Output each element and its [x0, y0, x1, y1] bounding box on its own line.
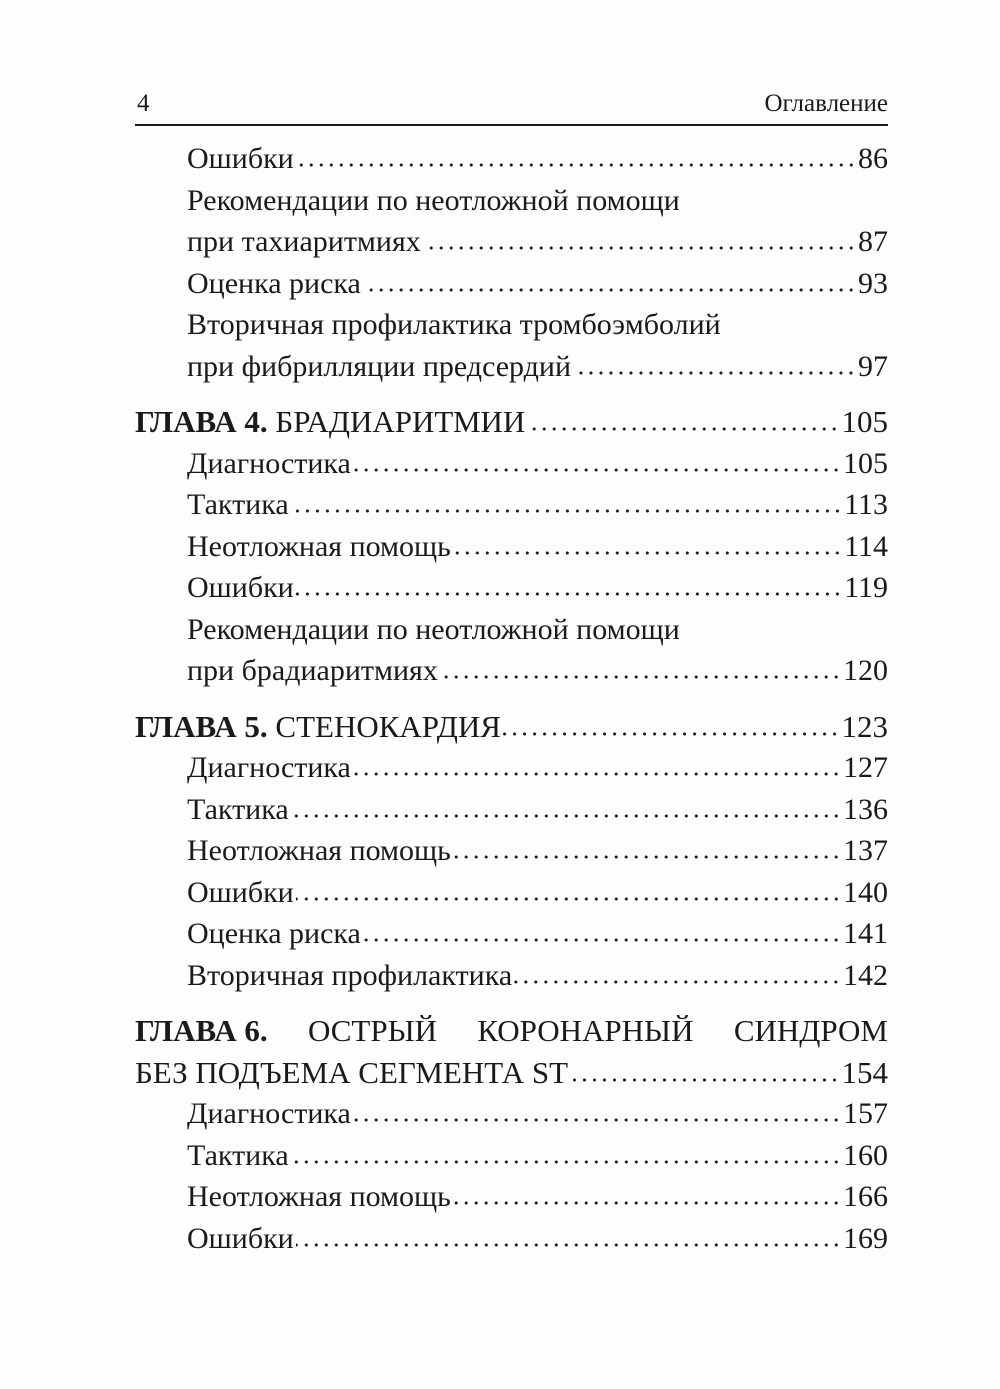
toc-entry-label: Вторичная профилактика — [187, 958, 513, 992]
toc-entry-label: Неотложная помощь — [187, 834, 451, 867]
dot-leader — [453, 550, 842, 556]
toc-entry[interactable] — [135, 1176, 888, 1218]
toc-page-number: 105 — [843, 446, 888, 480]
toc-page-number: 127 — [843, 751, 888, 784]
toc-entry[interactable] — [135, 263, 888, 305]
toc-entry[interactable] — [135, 346, 888, 388]
dot-leader — [363, 937, 841, 943]
toc-page-number: 105 — [841, 404, 888, 439]
toc-page-number: 86 — [858, 142, 888, 175]
toc-page-number: 140 — [843, 875, 888, 909]
running-header — [135, 84, 888, 126]
toc-entry[interactable] — [135, 872, 888, 914]
toc-page-number: 137 — [843, 834, 888, 867]
toc-entry[interactable] — [135, 747, 888, 789]
dot-leader — [291, 1159, 841, 1165]
dot-leader — [296, 162, 856, 168]
toc-entry[interactable] — [135, 955, 888, 997]
toc-entry[interactable] — [135, 138, 888, 180]
chapter-title: СТЕНОКАРДИЯ — [275, 708, 501, 744]
toc-page-number: 136 — [843, 792, 888, 826]
chapter-number: ГЛАВА 4. — [135, 404, 268, 439]
toc-chapter-4[interactable] — [135, 401, 888, 443]
toc-entry[interactable] — [135, 1218, 888, 1260]
toc-page-number: 87 — [858, 225, 888, 258]
toc-page-number: 142 — [843, 958, 888, 992]
chapter-heading — [135, 706, 501, 748]
toc-entry-label: Неотложная помощь — [187, 1180, 451, 1213]
toc-page-number: 123 — [841, 708, 888, 744]
toc-entry[interactable] — [135, 567, 888, 609]
toc-page-number: 141 — [843, 917, 888, 950]
toc-entry-label: Ошибки — [187, 142, 294, 175]
toc-entry-line[interactable] — [135, 609, 888, 651]
table-of-contents — [135, 138, 888, 1259]
toc-entry[interactable] — [135, 1135, 888, 1177]
toc-entry-label: Тактика — [187, 488, 289, 521]
chapter-heading — [135, 1010, 888, 1052]
dot-leader — [353, 1117, 841, 1123]
toc-entry-label: Рекомендации по неотложной помощи — [187, 183, 680, 217]
toc-entry-label: Ошибки — [187, 1221, 294, 1255]
dot-leader — [296, 591, 842, 597]
toc-entry-label: Ошибки — [187, 875, 294, 909]
toc-entry-label: при брадиаритмиях — [187, 654, 438, 687]
dot-leader — [503, 731, 840, 737]
dot-leader — [363, 287, 856, 293]
toc-entry-label: Неотложная помощь — [187, 529, 451, 563]
toc-entry-label: Рекомендации по неотложной помощи — [187, 612, 680, 646]
toc-entry[interactable] — [135, 830, 888, 872]
toc-entry-label: Диагностика — [187, 751, 351, 784]
toc-page-number: 154 — [841, 1054, 888, 1090]
toc-entry[interactable] — [135, 221, 888, 263]
toc-entry[interactable] — [135, 1093, 888, 1135]
toc-page-number: 97 — [858, 349, 888, 383]
chapter-number: ГЛАВА 5. — [135, 708, 268, 744]
toc-entry-label: Тактика — [187, 792, 289, 826]
toc-entry-label: Оценка риска — [187, 266, 361, 300]
chapter-heading — [135, 401, 525, 443]
toc-entry-line[interactable] — [135, 304, 888, 346]
page-number: 4 — [137, 90, 150, 117]
dot-leader — [353, 467, 841, 473]
toc-page-number: 113 — [844, 488, 888, 521]
chapter-title: БРАДИАРИТМИИ — [275, 404, 526, 439]
toc-entry-label: Вторичная профилактика тромбоэмболий — [187, 308, 721, 341]
toc-page-number: 169 — [843, 1221, 888, 1255]
toc-page-number: 119 — [844, 571, 888, 604]
dot-leader — [296, 896, 841, 902]
toc-entry[interactable] — [135, 526, 888, 568]
toc-entry-label: при фибрилляции предсердий — [187, 349, 572, 383]
toc-page-number: 114 — [844, 529, 888, 563]
toc-entry-label: Оценка риска — [187, 917, 361, 950]
toc-page-number: 166 — [843, 1180, 888, 1213]
toc-entry-line[interactable] — [135, 180, 888, 222]
toc-entry[interactable] — [135, 650, 888, 692]
dot-leader — [291, 813, 841, 819]
toc-chapter-5[interactable] — [135, 706, 888, 748]
dot-leader — [296, 1242, 841, 1248]
chapter-number: ГЛАВА 6. — [135, 1013, 268, 1048]
running-title: Оглавление — [764, 90, 888, 117]
dot-leader — [570, 1077, 839, 1083]
chapter-title-word: СИНДРОМ — [733, 1013, 888, 1048]
toc-chapter-6-line[interactable] — [135, 1010, 888, 1052]
dot-leader — [353, 771, 841, 777]
toc-page-number: 157 — [843, 1097, 888, 1130]
toc-entry-label: Диагностика — [187, 1097, 351, 1130]
dot-leader — [453, 1200, 841, 1206]
toc-entry-label: при тахиаритмиях — [187, 225, 421, 258]
chapter-title-word: КОРОНАРНЫЙ — [477, 1013, 694, 1048]
dot-leader — [514, 979, 841, 985]
chapter-title-word: ОСТРЫЙ — [307, 1013, 438, 1048]
toc-entry-label: Ошибки — [187, 571, 294, 604]
toc-chapter-6[interactable] — [135, 1052, 888, 1094]
dot-leader — [573, 370, 856, 376]
toc-entry[interactable] — [135, 443, 888, 485]
toc-entry-label: Тактика — [187, 1138, 289, 1172]
dot-leader — [527, 426, 839, 432]
toc-entry[interactable] — [135, 789, 888, 831]
dot-leader — [291, 508, 842, 514]
toc-page-number: 120 — [843, 654, 888, 687]
chapter-title: БЕЗ ПОДЪЕМА СЕГМЕНТА ST — [135, 1054, 569, 1090]
dot-leader — [440, 674, 841, 680]
toc-page-number: 160 — [843, 1138, 888, 1172]
toc-entry[interactable] — [135, 484, 888, 526]
toc-entry-label: Диагностика — [187, 446, 351, 480]
toc-page-number: 93 — [858, 266, 888, 300]
dot-leader — [453, 854, 841, 860]
dot-leader — [423, 245, 856, 251]
toc-entry[interactable] — [135, 913, 888, 955]
